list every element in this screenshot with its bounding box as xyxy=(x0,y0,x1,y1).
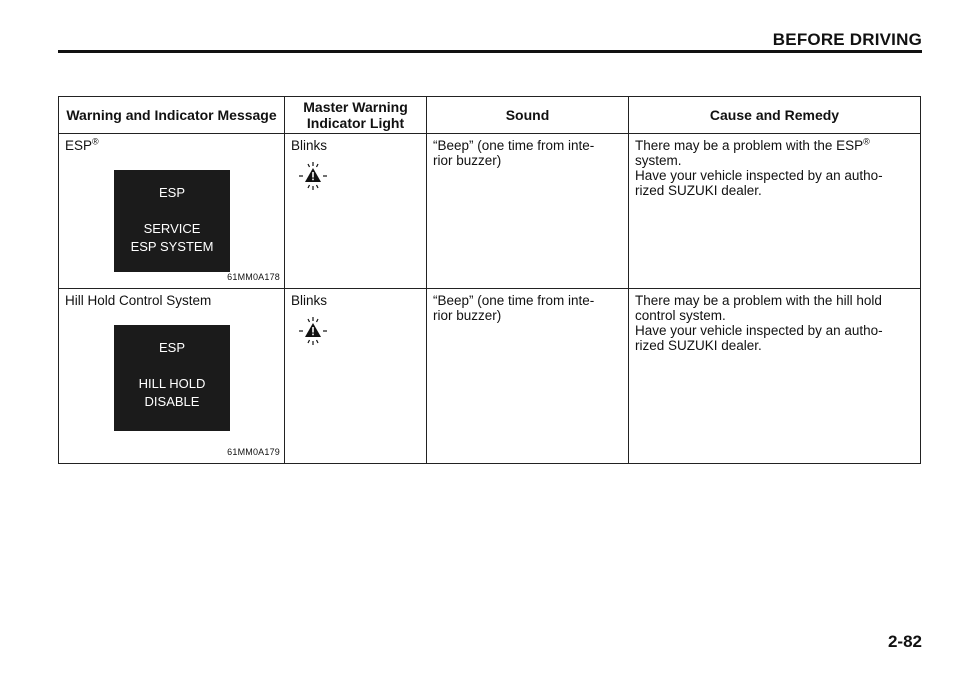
master-warning-triangle-icon xyxy=(295,314,331,348)
light-cell xyxy=(285,289,427,464)
column-header-remedy: Cause and Remedy xyxy=(629,97,921,134)
message-cell xyxy=(59,289,285,464)
display-screen-image xyxy=(114,170,230,272)
message-cell xyxy=(59,134,285,289)
header-rule xyxy=(58,50,922,53)
remedy-text: There may be a problem with the ESP® system. Have your vehicle inspected by an autho- rized SUZUKI dealer. xyxy=(635,136,883,198)
sound-text: “Beep” (one time from inte- rior buzzer) xyxy=(433,138,595,168)
remedy-text: There may be a problem with the hill hold control system. Have your vehicle inspected by an autho- rized SUZUKI dealer. xyxy=(635,293,883,353)
display-screen-image xyxy=(114,325,230,431)
message-text: Hill Hold Control System xyxy=(65,293,212,308)
column-header-message: Warning and Indicator Message xyxy=(59,97,285,134)
figure-id: 61MM0A178 xyxy=(227,272,280,282)
table-row xyxy=(59,134,921,289)
message-text: ESP® xyxy=(65,136,99,153)
table-row xyxy=(59,289,921,464)
column-header-sound: Sound xyxy=(427,97,629,134)
light-cell xyxy=(285,134,427,289)
section-title: BEFORE DRIVING xyxy=(772,30,922,49)
screen-message: SERVICE ESP SYSTEM xyxy=(130,221,214,254)
sound-text: “Beep” (one time from inte- rior buzzer) xyxy=(433,293,595,323)
column-header-light: Master Warning Indicator Light xyxy=(285,97,427,134)
warning-indicator-table xyxy=(58,96,921,464)
light-status: Blinks xyxy=(291,138,328,153)
master-warning-triangle-icon xyxy=(295,159,331,193)
remedy-cell xyxy=(629,134,921,289)
sound-cell xyxy=(427,289,629,464)
figure-id: 61MM0A179 xyxy=(227,447,280,457)
remedy-cell xyxy=(629,289,921,464)
screen-line: ESP xyxy=(158,340,185,355)
screen-line: ESP xyxy=(158,185,185,200)
screen-message: HILL HOLD DISABLE xyxy=(138,376,206,409)
page-number: 2-82 xyxy=(887,632,922,651)
table-header-row xyxy=(59,97,921,134)
sound-cell xyxy=(427,134,629,289)
light-status: Blinks xyxy=(291,293,328,308)
